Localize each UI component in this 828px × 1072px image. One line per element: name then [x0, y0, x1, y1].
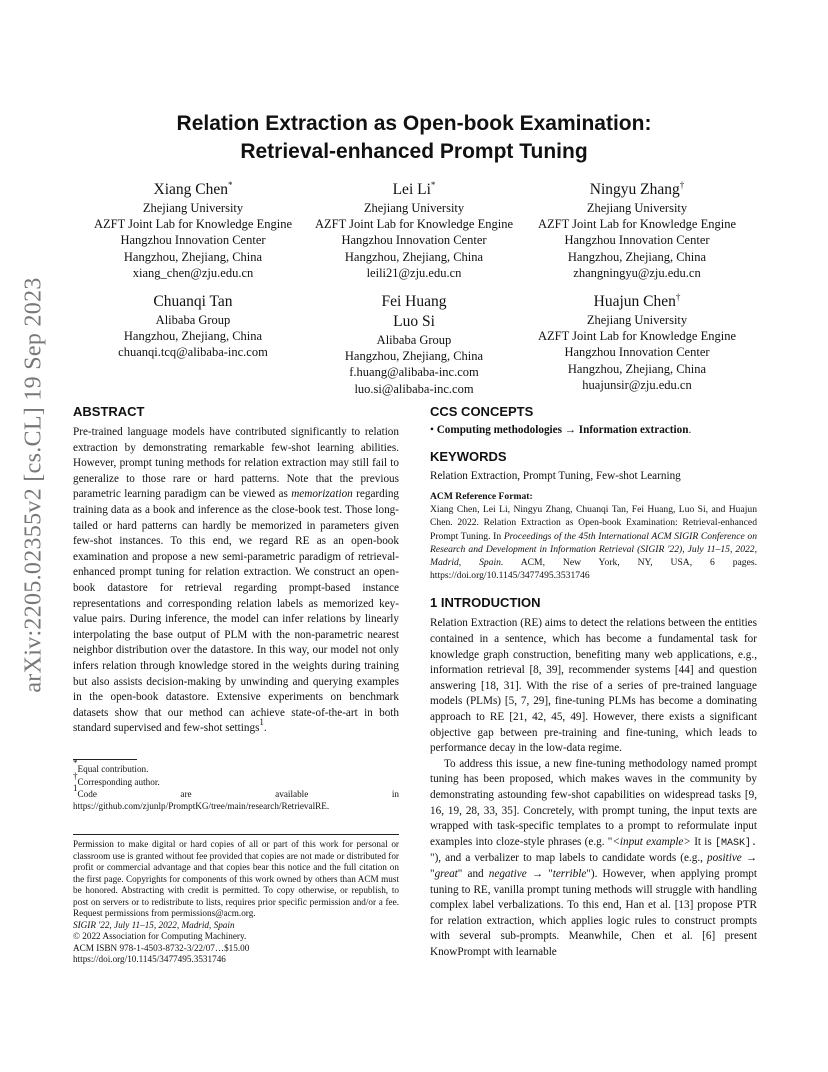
author-name: Lei Li — [392, 181, 431, 198]
author-name: Huajun Chen — [593, 293, 676, 310]
paper-title: Relation Extraction as Open-book Examination: Retrieval-enhanced Prompt Tuning — [176, 112, 652, 163]
reference-text: Xiang Chen, Lei Li, Ningyu Zhang, Chuanqi Tan, Fei Huang, Luo Si, and Huajun Chen. 2022. Relation Extraction as Open-book Examination: Retrieval-enhanced Prompt Tuning. In Proceedings of the 45th International ACM SIGIR Conference on Research and Development in Information Retrieval (SIGIR '22), July 11–15, 2022, Madrid, Spain. ACM, New York, NY, USA, 6 pages. https://doi.org/10.1145/3477495.3531746 — [430, 504, 757, 582]
author-name: Chuanqi Tan — [153, 293, 233, 310]
ccs-concept: • Computing methodologies → Information extraction. — [430, 424, 692, 436]
footnotes: *Equal contribution. †Corresponding author. 1Code are available in https://github.com/zjunlp/PromptKG/tree/main/research/RetrievalRE. — [73, 758, 399, 811]
author-block-2: Lei Li* Zhejiang University AZFT Joint Lab for Knowledge Engine Hangzhou Innovation Center Hangzhou, Zhejiang, China leili21@zju.edu.cn — [315, 180, 513, 280]
author-block-4: Chuanqi Tan Alibaba Group Hangzhou, Zhejiang, China chuanqi.tcq@alibaba-inc.com — [118, 293, 268, 360]
intro-paragraph-2: To address this issue, a new fine-tuning methodology named prompt tuning has been proposed, which makes waves in the community by demonstrating astounding few-shot capabilities on widespread tasks [9, 16, 19, 28, 33, 35]. Concretely, with prompt tuning, the input texts are wrapped with task-specific templates to a prompt to reformulate input examples into cloze-style phrases (e.g. "<input example> It is [MASK]. "), and a verbalizer to map labels to candidate words (e.g., positive → "great" and negative → "terrible"). However, when applying prompt tuning to RE, vanilla prompt tuning methods will struggle with handling complex label verbalizations. To this end, Han et al. [13] propose PTR for relation extraction, which applies logic rules to construct prompts with several sub-prompts. Meanwhile, Chen et al. [6] present KnowPrompt with learnable — [430, 757, 758, 958]
author-block-5: Fei Huang Luo Si Alibaba Group Hangzhou, Zhejiang, China f.huang@alibaba-inc.com luo.si@alibaba-inc.com — [294, 292, 534, 397]
permission-divider — [73, 834, 399, 835]
permission-block: Permission to make digital or hard copies of all or part of this work for personal or classroom use is granted without fee provided that copies are not made or distributed for profit or commercial advantage and that copies bear this notice and the full citation on the first page. Copyrights for components of this work owned by others than ACM must be honored. Abstracting with credit is permitted. To copy otherwise, or republish, to post on servers or to redistribute to lists, requires prior specific permission and/or a fee. Request permissions from permissions@acm.org. SIGIR '22, July 11–15, 2022, Madrid, Spain © 2022 Association for Computing Machinery. ACM ISBN 978-1-4503-8732-3/22/07…$15.00 https://doi.org/10.1145/3477495.3531746 — [73, 839, 399, 964]
footnote-divider — [73, 759, 137, 760]
author-block-3: Ningyu Zhang† Zhejiang University AZFT Joint Lab for Knowledge Engine Hangzhou Innovation Center Hangzhou, Zhejiang, China zhangningyu@zju.edu.cn — [538, 180, 736, 280]
ccs-heading: CCS CONCEPTS — [430, 404, 534, 419]
author-name: Luo Si — [393, 313, 435, 330]
abstract-section — [73, 403, 399, 737]
intro-paragraph-1: Relation Extraction (RE) aims to detect the relations between the entities contained in a sentence, which has become a fundamental task for knowledge graph construction, benefiting many web applications, e.g., information retrieval [8, 39], recommender systems [44] and question answering [18, 31]. With the rise of a series of pre-trained language models (PLMs) [5, 7, 29], fine-tuning PLMs has become a dominating approach to RE [21, 42, 45, 49]. However, there exists a significant objective gap between pre-training and fine-tuning, which leads to performance decay in the low-data regime. — [430, 617, 757, 755]
author-block-6: Huajun Chen† Zhejiang University AZFT Joint Lab for Knowledge Engine Hangzhou Innovation Center Hangzhou, Zhejiang, China huajunsir@zju.edu.cn — [538, 292, 736, 392]
author-name: Fei Huang — [381, 293, 447, 310]
right-column — [430, 403, 757, 960]
keywords-text: Relation Extraction, Prompt Tuning, Few-shot Learning — [430, 469, 681, 482]
reference-heading: ACM Reference Format: — [430, 491, 533, 503]
author-block-1: Xiang Chen* Zhejiang University AZFT Joint Lab for Knowledge Engine Hangzhou Innovation Center Hangzhou, Zhejiang, China xiang_chen@zju.edu.cn — [94, 180, 292, 280]
author-name: Ningyu Zhang — [589, 181, 680, 198]
arxiv-identifier: arXiv:2205.02355v2 [cs.CL] 19 Sep 2023 — [20, 277, 47, 693]
keywords-heading: KEYWORDS — [430, 448, 507, 464]
introduction-heading: 1 INTRODUCTION — [430, 595, 541, 611]
author-name: Xiang Chen — [153, 181, 228, 198]
abstract-text: Pre-trained language models have contributed significantly to relation extraction by demonstrating remarkable few-shot learning abilities. However, prompt tuning methods for relation extraction may still fail to generalize to those rare or hard patterns. Note that the previous parametric learning paradigm can be viewed as memorization regarding training data as a book and inference as the close-book test. Those long-tailed or hard patterns can hardly be memorized in parameters given few-shot instances. To this end, we regard RE as an open-book examination and propose a new semi-parametric paradigm of retrieval-enhanced prompt tuning for relation extraction. We construct an open-book datastore for retrieval regarding prompt-based instance representations and corresponding relation labels as memorized key-value pairs. During inference, the model can infer relations by linearly interpolating the base output of PLM with the non-parametric nearest neighbor distribution over the datastore. In this way, our model not only infers relation through knowledge stored in the weights during training but also assists decision-making by unwinding and querying examples in the open-book datastore. Extensive experiments on benchmark datasets show that our method can achieve state-of-the-art in both standard supervised and few-shot settings$^1$. — [73, 426, 400, 735]
abstract-heading: ABSTRACT — [73, 404, 145, 419]
